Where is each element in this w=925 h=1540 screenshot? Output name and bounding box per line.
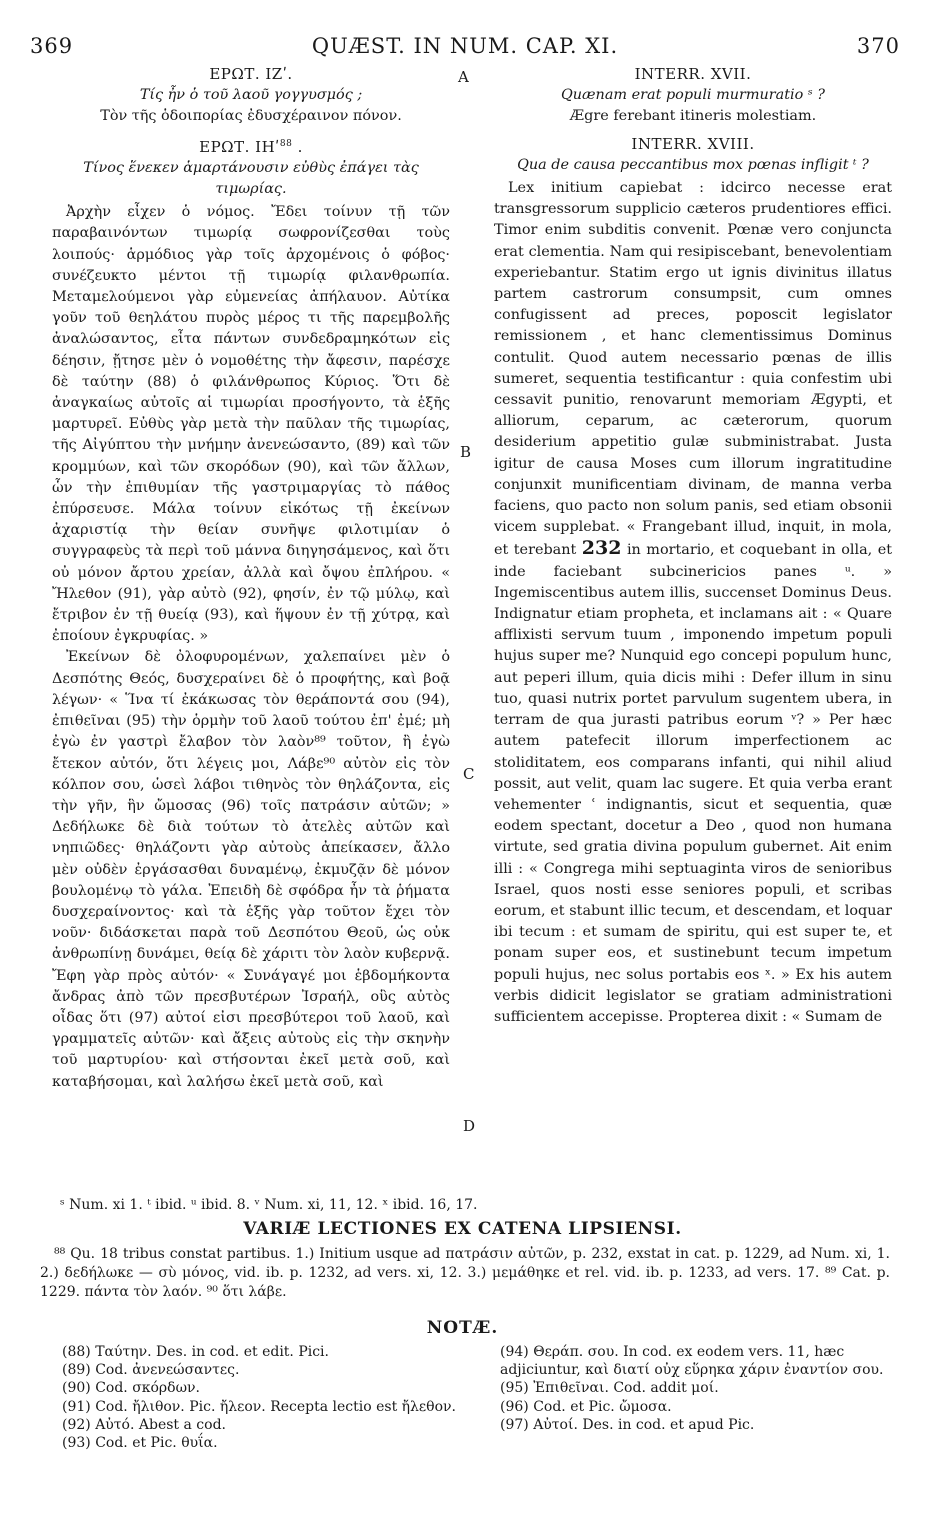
- greek-body: [52, 202, 450, 1093]
- latin-question-17-heading: INTERR. XVII.: [634, 65, 752, 83]
- latin-column: [494, 64, 892, 1028]
- note-88: (88) Ταύτην. Des. in cod. et edit. Pici.: [62, 1344, 329, 1360]
- latin-body: [494, 178, 892, 1028]
- column-number: 232: [581, 537, 622, 560]
- page-number-left: 369: [30, 34, 74, 58]
- latin-answer-17: Ægre ferebant itineris molestiam.: [569, 108, 817, 125]
- latin-question-17: Quænam erat populi murmuratio ˢ ?: [560, 87, 826, 104]
- greek-column: [52, 64, 450, 1093]
- greek-question-17: Τίς ἦν ὁ τοῦ λαοῦ γογγυσμός ;: [139, 87, 363, 104]
- margin-marker-b: B: [460, 443, 472, 461]
- latin-paragraph-1: [494, 178, 892, 1028]
- note-90: (90) Cod. σκόρδων.: [62, 1380, 200, 1397]
- notae-right-column: [500, 1343, 900, 1434]
- note-91: (91) Cod. ἤλιθον. Pic. ἤλεον. Recepta lectio est ἤλεθον.: [62, 1398, 457, 1415]
- note-97: (97) Αὐτοί. Des. in cod. et apud Pic.: [500, 1416, 755, 1433]
- variant-ref-88: 88: [279, 138, 293, 149]
- note-94: (94) Θεράπ. σου. In cod. ex eodem vers. 11, hæc adjiciuntur, καὶ διατί οὐχ εὕρηκα χάριν ἐναντίον σου.: [500, 1344, 884, 1379]
- latin-text-part-1: Lex initium capiebat : idcirco necesse erat transgressorum supplicio cæteros prudentiores effici. Timor enim subditis convenit. Pœnæ vero conjuncta erat clementia. Nam qui resipiscebant, benevolentiam experiebantur. Statim ergo ut ignis divinitus illatus partem castrorum consumpsit, cum omnes confugissent ad preces, poposcit legislator remissionem , et hanc clementissimus Dominus contulit. Quod autem necessario pœnas de illis sumeret, sequentia testificantur : quia confestim ubi cessavit punitio, renovarunt memoriam Ægypti, et alliorum, ceparum, ac cæterorum, quorum desiderium appetitio gulæ subministrabat. Justa igitur de causa Moses cum illorum ingratitudine conjunxit munificentiam divinam, de manna verba faciens, quo pacto non solum panis, sed etiam obsonii vicem supplebat. « Frangebant illud, inquit, in mola, et terebant: [494, 180, 892, 559]
- scripture-footnotes: ˢ Num. xi 1. ᵗ ibid. ᵘ ibid. 8. ᵛ Num. xi, 11, 12. ˣ ibid. 16, 17.: [60, 1197, 478, 1213]
- greek-paragraph-2: Ἐκείνων δὲ ὀλοφυρομένων, χαλεπαίνει μὲν ὁ Δεσπότης Θεός, δυσχεραίνει δὲ ὁ προφήτης, καὶ βοᾷ λέγων· « Ἵνα τί ἐκάκωσας τὸν θεράποντά σου (94), ἐπιθεῖναι (95) τὴν ὁρμὴν τοῦ λαοῦ τούτου ἐπ' ἐμέ; μὴ ἐγὼ ἐν γαστρὶ ἔλαβον τὸν λαὸν⁸⁹ τοῦτον, ἢ ἐγὼ ἔτεκον αὐτόν, ὅτι λέγεις μοι, Λάβε⁹⁰ αὐτὸν εἰς τὸν κόλπον σου, ὡσεὶ λάβοι τιθηνὸς τὸν θηλάζοντα, εἰς τὴν γῆν, ἣν ὤμοσας (96) τοῖς πατράσιν αὐτῶν; » Δεδήλωκε δὲ διὰ τούτων τὸ ἀτελὲς αὐτῶν καὶ νηπιῶδες· θηλάζοντι γὰρ αὐτοὺς ἀπείκασεν, ἄλλο μὲν οὐδὲν ἐργάσασθαι δυναμένῳ, ἐκμυζᾷν δὲ μόνον βουλομένῳ τὸ γάλα. Ἐπειδὴ δὲ σφόδρα ἦν τὰ ῥήματα δυσχεραίνοντος· καὶ τὰ ἑξῆς γὰρ τοῦτον ἔχει τὸν νοῦν· διδάσκεται παρὰ τοῦ Δεσπότου Θεοῦ, ὡς οὐκ ἀνθρωπίνῃ δυνάμει, θείᾳ δὲ χάριτι τὸν λαὸν κυβερνᾷ. Ἔφη γὰρ πρὸς αὐτόν· « Συνάγαγέ μοι ἑβδομήκοντα ἄνδρας ἀπὸ τῶν πρεσβυτέρων Ἰσραήλ, οὓς αὐτὸς οἶδας ὅτι (97) αὐτοί εἰσι πρεσβύτεροι τοῦ λαοῦ, καὶ γραμματεῖς αὐτῶν· καὶ ἄξεις αὐτοὺς εἰς τὴν σκηνὴν τοῦ μαρτυρίου· καὶ στήσονται ἐκεῖ μετὰ σοῦ, καὶ καταβήσομαι, καὶ λαλήσω ἐκεῖ μετὰ σοῦ, καὶ: [52, 649, 450, 1090]
- greek-question-17-heading: ΕΡΩΤ. ΙΖʹ.: [209, 65, 293, 83]
- latin-question-18-heading: INTERR. XVIII.: [631, 134, 755, 153]
- note-93: (93) Cod. et Pic. θυΐα.: [62, 1435, 218, 1452]
- variae-lectiones-title: VARIÆ LECTIONES EX CATENA LIPSIENSI.: [243, 1219, 682, 1239]
- note-89: (89) Cod. ἀνενεώσαντες.: [62, 1362, 240, 1379]
- notae-left-column: [62, 1343, 462, 1452]
- notae-title: NOTÆ.: [426, 1318, 499, 1338]
- variae-lectiones-text: ⁸⁸ Qu. 18 tribus constat partibus. 1.) Initium usque ad πατράσιν αὐτῶν, p. 232, exstat in cat. p. 1229, ad Num. xi, 1. 2.) δεδήλωκε — σὺ μόνος, vid. ib. p. 1232, ad vers. xi, 12. 3.) μεμάθηκε et rel. vid. ib. p. 1233, ad vers. 17. ⁸⁹ Cat. p. 1229. πάντα τὸν λαόν. ⁹⁰ ὅτι λάβε.: [40, 1246, 890, 1300]
- note-96: (96) Cod. et Pic. ὤμοσα.: [500, 1398, 672, 1415]
- margin-marker-a: A: [458, 68, 469, 86]
- greek-paragraph-1: Ἀρχὴν εἶχεν ὁ νόμος. Ἔδει τοίνυν τῇ τῶν παραβαινόντων τιμωρίᾳ σωφρονίζεσθαι τοὺς λοιπούς· ἁρμόδιος γὰρ τοῖς ἀρχομένοις ὁ φόβος· συνέζευκτο μέντοι τῇ τιμωρίᾳ φιλανθρωπία. Μεταμελούμενοι γὰρ εὐμενείας ἀπήλαυον. Αὐτίκα γοῦν τοῦ θεηλάτου πυρὸς μέρος τι τῆς παρεμβολῆς ἀναλώσαντος, εἶτα πάντων συνδεδραμηκότων εἰς δέησιν, ᾔτησε μὲν ὁ νομοθέτης τὴν ἄφεσιν, παρέσχε δὲ ταύτην (88) ὁ φιλάνθρωπος Κύριος. Ὅτι δὲ ἀναγκαίως αὐτοῖς αἱ τιμωρίαι προσήγοντο, τὰ ἑξῆς μαρτυρεῖ. Εὐθὺς γὰρ μετὰ τὴν παῦλαν τῆς τιμωρίας, τῆς Αἰγύπτου τὴν μνήμην ἀνενεώσαντο, (89) καὶ τῶν κρομμύων, καὶ τῶν σκορόδων (90), καὶ τῶν ἄλλων, ὧν τὴν ἐπιθυμίαν τῆς γαστριμαργίας τὸ πάθος ἐπύρσευσε. Μάλα τοίνυν εἰκότως τῇ ἐκείνων ἀχαριστίᾳ τὴν θείαν συνῆψε φιλοτιμίαν ὁ συγγραφεὺς τὰ περὶ τοῦ μάννα διηγησάμενος, καὶ ὅτι οὐ μόνον ἄρτου χρείαν, ἀλλὰ καὶ ὄψου ἐπλήρου. « Ἤλεθον (91), γὰρ αὐτὸ (92), φησίν, ἐν τῷ μύλῳ, καὶ ἔτριβον ἐν τῇ θυείᾳ (93), καὶ ἥψουν ἐν τῇ χύτρᾳ, καὶ ἐποίουν ἐγκρυφίας. »: [52, 204, 450, 645]
- greek-question-18-heading: ΕΡΩΤ. ΙΗʹ$^{88}$ .: [199, 137, 303, 156]
- margin-marker-d: D: [463, 1117, 476, 1135]
- greek-question-18: Τίνος ἕνεκεν ἁμαρτάνουσιν εὐθὺς ἐπάγει τὰς τιμωρίας.: [83, 159, 419, 198]
- latin-question-18: Qua de causa peccantibus mox pœnas infligit ᵗ ?: [517, 156, 869, 173]
- note-95: (95) Ἐπιθεῖναι. Cod. addit μοί.: [500, 1380, 719, 1397]
- margin-marker-c: C: [463, 765, 475, 783]
- running-header: [30, 34, 900, 62]
- greek-question-18-label: ΕΡΩΤ. ΙΗʹ: [199, 137, 280, 156]
- running-title: QUÆST. IN NUM. CAP. XI.: [311, 34, 619, 58]
- page-number-right: 370: [856, 34, 900, 58]
- greek-answer-17: Τὸν τῆς ὁδοιπορίας ἐδυσχέραινον πόνον.: [100, 108, 402, 125]
- note-92: (92) Αὐτό. Abest a cod.: [62, 1416, 226, 1433]
- latin-text-part-2: in mortario, et coquebant in olla, et inde faciebant subcinericios panes ᵘ. » Ingemiscentibus autem illis, succenset Dominus Deus. Indignatur etiam propheta, et inclamans ait : « Quare afflixisti servum tuum , imponendo impetum populi hujus super me? Nunquid ego concepi populum hunc, aut peperi illum, quia dicis mihi : Defer illum in sinu tuo, quasi nutrix portet parvulum sugentem ubera, in terram de qua jurasti patribus eorum ᵛ? » Per hæc autem patefecit illorum imperfectionem ac stoliditatem, eos comparans infanti, qui nihil aliud possit, aut velit, quam lac sugere. Et quia verba erant vehementer ʿ indignantis, sicut et sequentia, quæ eodem spectant, docetur a Deo , quod non humana virtute, sed gratia divina populum gubernet. Ait enim illi : « Congrega mihi septuaginta viros de senioribus Israel, quos nosti esse seniores populi, et scribas eorum, et stabunt illic tecum, et descendam, et loquar ibi tecum : et sumam de spiritu, qui est super te, et ponam super eos, et sustinebunt tecum impetum populi hujus, nec solus portabis eos ˣ. » Ex his autem verbis didicit legislator se gratiam administrationi sufficientem accepisse. Propterea dixit : « Sumam de: [494, 542, 892, 1025]
